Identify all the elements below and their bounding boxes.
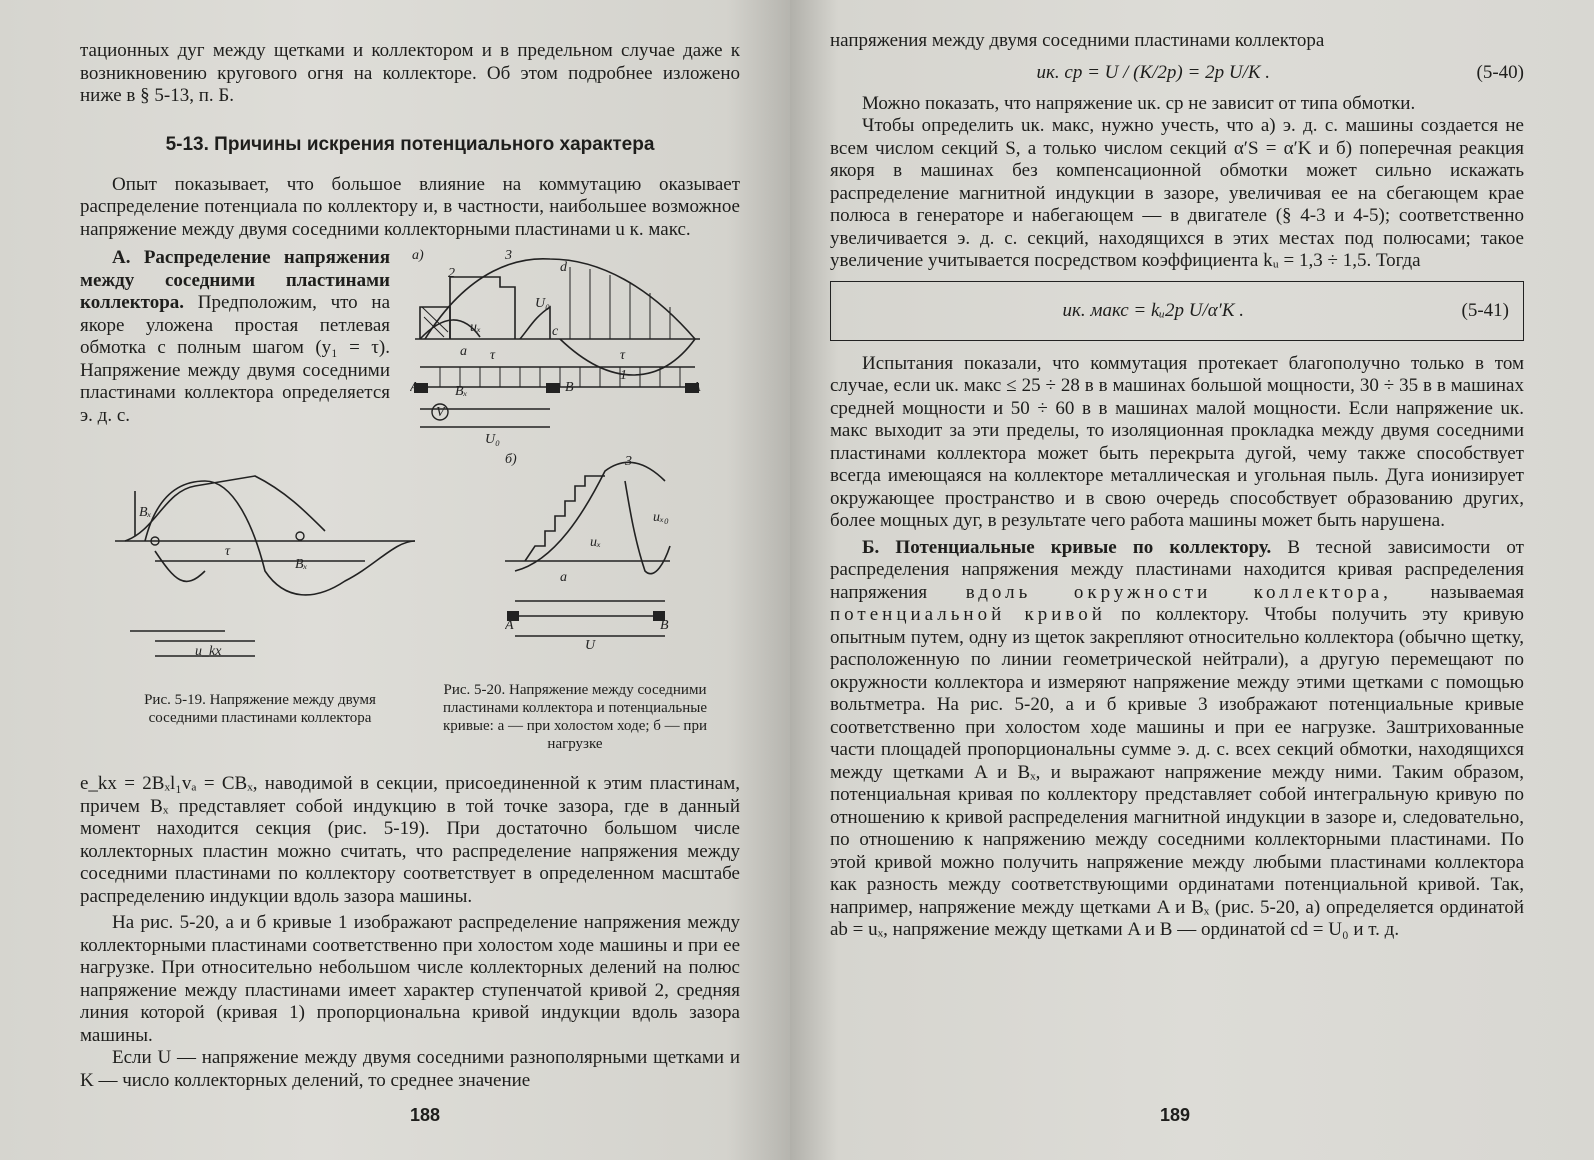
subsection-a xyxy=(80,247,390,447)
paragraph: e_kx = 2Bₓl₁vₐ = CBₓ, наводимой в секции, присоединенной к этим пластинам, причем Bₓ представляет собой индукцию в той точке зазора, где в данный момент находится секция (рис. 5-19). При достаточно большом числе коллекторных пластин можно считать, что распределение напряжения между соседними пластинами по коллектору соответствует в определенном масштабе распределению индукции вдоль зазора машины. xyxy=(80,773,740,907)
brush-A-label: A xyxy=(505,618,514,633)
bx-label: Bₓ xyxy=(295,557,308,572)
text: называемая xyxy=(1430,581,1525,603)
equation-body: uк. макс = kᵤ2p U/α′K . xyxy=(1062,299,1244,321)
paragraph: Предположим, что на якоре уложена простая петлевая обмотка с полным шагом (y₁ = τ). Напряжение между двумя соседними пластинами коллектора определяется э. д. с. xyxy=(80,292,391,426)
paragraph: Если U — напряжение между двумя соседними разнополярными щетками и K — число коллекторных делений, то среднее значение xyxy=(80,1047,740,1091)
subheading-a: А. Распределение напряжения между соседними пластинами коллектора. xyxy=(80,247,390,313)
equation-number: (5-40) xyxy=(1476,61,1524,83)
section-title: 5-13. Причины искрения потенциального характера xyxy=(165,133,655,155)
paragraph: Испытания показали, что коммутация протекает благополучно только в том случае, если uк. макс ≤ 25 ÷ 28 в в машинах большой мощности, 30 ÷ 35 в в машинах средней мощности и 50 ÷ 60 в в машинах малой мощности. Если напряжение uк. макс выходит за эти пределы, то изоляционная прокладка между двумя соседними пластинами коллектора может быть перекрыта дугой, чему также способствует всегда имеющаяся на коллекторе металлическая и угольная пыль. Дуга ионизирует окружающее пространство и в свою очередь способствует образованию других, более мощных дуг, в результате чего работа машины может быть нарушена. xyxy=(830,352,1524,531)
u0-bottom-label: U₀ xyxy=(485,432,500,447)
emphasis-text: вдоль окружности коллектора, xyxy=(965,581,1392,603)
figure-5-19-caption: Рис. 5-19. Напряжение между двумя соседними пластинами коллектора xyxy=(144,692,376,726)
text: В тесной зависимости от распределения напряжения между пластинами находится кривая распределения напряжения xyxy=(830,536,1524,603)
emphasis-text: потенциальной кривой xyxy=(830,604,1106,625)
U-label: U xyxy=(585,638,596,651)
paragraph: Опыт показывает, что большое влияние на коммутацию оказывает распределение потенциала по коллектору и, в частности, наибольшее возможное напряжение между двумя соседними коллекторными пластинами u к. макс. xyxy=(80,173,740,240)
u0-label: U₀ xyxy=(535,296,550,311)
ukx-label: u_kx xyxy=(195,644,222,659)
equation-5-40 xyxy=(830,53,1524,93)
right-page xyxy=(790,0,1594,1160)
ux-label: uₓ xyxy=(590,535,601,550)
a-label: a xyxy=(560,570,567,585)
paragraph: Чтобы определить uк. макс, нужно учесть, что а) э. д. с. машины создается не всем числом секций S, а только числом секций α′S = α′K и б) поперечная реакция якоря в машинах без компенсационной обмотки может сильно искажать распределение магнитной индукции в зазоре, увеличивая ее на сбегающем крае полюса в генераторе и набегающем — в двигателе (§ 4-3 и 4-5); соответственно увеличивается э. д. с. секций, находящихся в этих местах под полюсами; такое увеличение учитывается посредством коэффициента kᵤ = 1,3 ÷ 1,5. Тогда xyxy=(830,115,1524,271)
equation-body: uк. ср = U / (K/2p) = 2p U/K . xyxy=(1036,61,1270,83)
ux0-label: uₓ₀ xyxy=(653,510,669,525)
brush-A-label: A xyxy=(692,380,701,395)
paragraph: На рис. 5-20, а и б кривые 1 изображают распределение напряжения между коллекторными пластинами соответственно при холостом ходе машины и при ее нагрузке. При относительно небольшом числе коллекторных делений на полюс напряжение между пластинами имеет характер ступенчатой кривой 2, средняя линия которой (кривая 1) пропорциональна кривой индукции вдоль зазора машины. xyxy=(80,912,740,1046)
figure-5-20a xyxy=(410,247,710,447)
bx-label: Bₓ xyxy=(139,505,152,520)
figure-5-20-caption: Рис. 5-20. Напряжение между соседними пластинами коллектора и потенциальные кривые: а — при холостом ходе; б — при нагрузке xyxy=(443,682,707,752)
paragraph: напряжения между двумя соседними пластинами коллектора xyxy=(830,30,1325,51)
tau-label: τ xyxy=(490,348,496,363)
brush-B-label: B xyxy=(660,618,669,633)
equation-number: (5-41) xyxy=(1461,299,1509,321)
induction-curve xyxy=(125,476,325,541)
fig-label-b: б) xyxy=(505,452,517,467)
brush-B-label: B xyxy=(565,380,574,395)
page-number: 188 xyxy=(410,1105,441,1125)
paragraph: Можно показать, что напряжение uк. ср не зависит от типа обмотки. xyxy=(862,92,1416,114)
left-page xyxy=(0,0,790,1160)
intro-text: тационных дуг между щетками и коллектором и в предельном случае даже к возникновению кругового огня на коллекторе. Об этом подробнее изложено ниже в § 5-13, п. Б. xyxy=(80,40,740,106)
brush-Bx-label: Bₓ xyxy=(455,384,468,399)
figure-5-19 xyxy=(115,471,415,671)
subheading-b: Б. Потенциальные кривые по коллектору. xyxy=(862,536,1272,558)
curve-label-3: 3 xyxy=(625,454,632,469)
step-curve xyxy=(450,277,515,339)
equation-5-41-boxed xyxy=(830,281,1524,341)
a-label: a xyxy=(460,344,467,359)
point-d: d xyxy=(560,260,567,275)
figure-wrap-block xyxy=(80,247,740,447)
tau-label: τ xyxy=(620,348,626,363)
page-number: 189 xyxy=(1160,1105,1191,1125)
curve-label-1: 1 xyxy=(620,368,627,383)
subsection-b xyxy=(830,537,1524,942)
curve-label-2: 2 xyxy=(448,266,455,281)
tau-label: τ xyxy=(225,544,231,559)
fig-label-a: а) xyxy=(412,248,424,263)
ux-label: uₓ xyxy=(470,320,481,335)
figure-5-20b xyxy=(505,451,675,651)
text: по коллектору. Чтобы получить эту кривую опытным путем, одну из щеток закрепляют относительно коллектора (обычно щетку, расположенную по линии геометрической нейтрали), а другую перемещают по окружности коллектора и измеряют напряжение между этими щетками с помощью вольтметра. На рис. 5-20, а и б кривые 3 изображают потенциальные кривые соответственно при холостом ходе машины и при ее нагрузке. Заштрихованные части площадей пропорциональны сумме э. д. с. всех секций обмотки, находящихся между щетками A и Bₓ, и выражают напряжение между ними. Таким образом, потенциальная кривая по коллектору представляет собой интегральную кривую по отношению к кривой распределения магнитной индукции в зазоре и, следовательно, по отношению к напряжению между соседними коллекторными пластинами. По этой кривой можно получить напряжение между любыми пластинами коллектора как разность между соответствующими ординатами потенциальной кривой. Так, например, напряжение между щетками A и Bₓ (рис. 5-20, а) определяется ординатой ab = uₓ, напряжение между щетками A и B — ординатой cd = U₀ и т. д. xyxy=(830,604,1524,940)
curve-label-3: 3 xyxy=(505,248,512,263)
figures-row xyxy=(80,451,740,761)
brush-A-label: A xyxy=(410,380,419,395)
voltmeter-label: V xyxy=(436,405,445,420)
point-c: c xyxy=(552,324,559,339)
